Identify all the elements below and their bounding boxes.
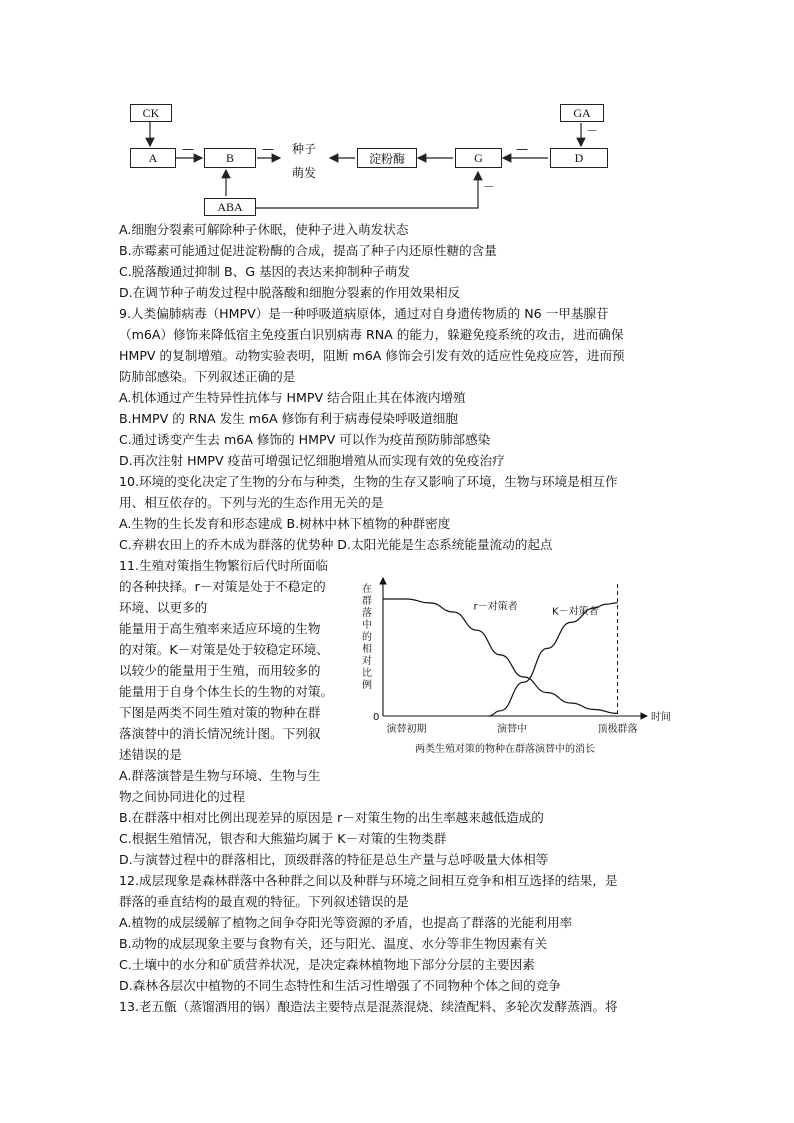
q10-stem-2: 用、相互依存的。下列与光的生态作用无关的是 bbox=[119, 495, 384, 510]
d-box: D bbox=[550, 148, 608, 168]
q11-stem-3: 环境、以更多的 bbox=[119, 600, 208, 615]
q12-option-d: D.森林各层次中植物的不同生态特性和生活习性增强了不同物种个体之间的竞争 bbox=[119, 978, 561, 993]
y-axis-label-char: 相 bbox=[362, 644, 372, 655]
q12-stem-1: 12.成层现象是森林群落中各种群之间以及种群与环境之间相互竞争和相互选择的结果，是 bbox=[119, 873, 618, 888]
q10-option-ab: A.生物的生长发育和形态建成 B.树林中林下植物的种群密度 bbox=[119, 516, 451, 531]
inhibit-sign-a-b: — bbox=[182, 142, 194, 156]
chart-caption: 两类生殖对策的物种在群落演替中的消长 bbox=[415, 744, 595, 755]
aba-box: ABA bbox=[204, 198, 256, 216]
inhibit-sign-b-germ: — bbox=[262, 142, 274, 156]
q8-option-a: A.细胞分裂素可解除种子休眠，使种子进入萌发状态 bbox=[119, 222, 409, 237]
q12-option-a: A.植物的成层缓解了植物之间争夺阳光等资源的矛盾，也提高了群落的光能利用率 bbox=[119, 915, 573, 930]
q9-stem-4: 防肺部感染。下列叙述正确的是 bbox=[119, 369, 296, 384]
x-tick-label: 演替中 bbox=[497, 724, 527, 735]
inhibit-sign-ga-d: － bbox=[586, 124, 599, 138]
amylase-box: 淀粉酶 bbox=[357, 148, 417, 168]
q9-option-c: C.通过诱变产生去 m6A 修饰的 HMPV 可以作为疫苗预防肺部感染 bbox=[119, 432, 491, 447]
q10-option-cd: C.弃耕农田上的乔木成为群落的优势种 D.太阳光能是生态系统能量流动的起点 bbox=[119, 537, 553, 552]
q11-stem-8: 下图是两类不同生殖对策的物种在群 bbox=[119, 705, 321, 720]
r-strategist-label: r－对策者 bbox=[473, 601, 518, 613]
germination-label-1: 种子 bbox=[292, 142, 317, 156]
q9-stem-3: HMPV 的复制增殖。动物实验表明，阻断 m6A 修饰会引发有效的适应性免疫应答，进而预 bbox=[119, 348, 625, 363]
q11-stem-10: 述错误的是 bbox=[119, 747, 182, 762]
q9-stem-1: 9.人类偏肺病毒（HMPV）是一种呼吸道病原体，通过对自身遗传物质的 N6 一甲基腺苷 bbox=[119, 306, 609, 321]
q11-stem-7: 能量用于自身个体生长的生物的对策。 bbox=[119, 684, 334, 699]
q12-stem-2: 群落的垂直结构的最直观的特征。下列叙述错误的是 bbox=[119, 894, 409, 909]
inhibit-sign-aba-g: － bbox=[483, 180, 496, 194]
q11-stem-5: 的对策。K－对策是处于较稳定环境、 bbox=[119, 642, 329, 657]
succession-chart bbox=[355, 572, 671, 768]
q11-stem-6: 以较少的能量用于生殖，而用较多的 bbox=[119, 663, 321, 678]
q11-stem-2: 的各种抉择。r－对策是处于不稳定的 bbox=[119, 579, 326, 594]
ga-box: GA bbox=[560, 104, 604, 122]
x-tick-label: 顶极群落 bbox=[597, 724, 638, 735]
q11-option-a-2: 物之间协同进化的过程 bbox=[119, 789, 245, 804]
succession-chart-svg bbox=[355, 572, 671, 768]
y-axis-label-char: 例 bbox=[362, 680, 372, 691]
q12-option-c: C.土壤中的水分和矿质营养状况，是决定森林植物地下部分分层的主要因素 bbox=[119, 957, 535, 972]
y-axis-label-char: 的 bbox=[362, 632, 372, 643]
q12-option-b: B.动物的成层现象主要与食物有关，还与阳光、温度、水分等非生物因素有关 bbox=[119, 936, 548, 951]
q10-stem-1: 10.环境的变化决定了生物的分布与种类，生物的生存又影响了环境，生物与环境是相互作 bbox=[119, 474, 618, 489]
g-box: G bbox=[455, 148, 502, 168]
y-axis-label-char: 对 bbox=[362, 656, 372, 667]
inhibit-sign-d-g: — bbox=[516, 142, 528, 156]
q11-option-a-1: A.群落演替是生物与环境、生物与生 bbox=[119, 768, 321, 783]
q11-option-c: C.根据生殖情况，银杏和大熊猫均属于 K－对策的生物类群 bbox=[119, 831, 447, 846]
y-axis-label-char: 中 bbox=[362, 620, 372, 631]
q9-option-d: D.再次注射 HMPV 疫苗可增强记忆细胞增殖从而实现有效的免疫治疗 bbox=[119, 453, 505, 468]
b-box: B bbox=[204, 148, 256, 168]
x-tick-label: 演替初期 bbox=[386, 724, 427, 735]
seed-germination-diagram bbox=[120, 102, 620, 214]
q13-stem-1: 13.老五甑（蒸馏酒用的锅）酿造法主要特点是混蒸混烧、续渣配料、多轮次发酵蒸酒。将 bbox=[119, 999, 618, 1014]
q11-stem-9: 落演替中的消长情况统计图。下列叙 bbox=[119, 726, 321, 741]
x-axis-label: 时间 bbox=[651, 712, 671, 723]
ck-box: CK bbox=[130, 104, 172, 122]
q8-option-d: D.在调节种子萌发过程中脱落酸和细胞分裂素的作用效果相反 bbox=[119, 285, 461, 300]
y-axis-label-char: 群 bbox=[362, 596, 372, 607]
q8-option-b: B.赤霉素可能通过促进淀粉酶的合成，提高了种子内还原性糖的含量 bbox=[119, 243, 497, 258]
a-box: A bbox=[130, 148, 176, 168]
q11-option-d: D.与演替过程中的群落相比，顶级群落的特征是总生产量与总呼吸量大体相等 bbox=[119, 852, 549, 867]
germination-label-2: 萌发 bbox=[292, 166, 317, 180]
q9-stem-2: （m6A）修饰来降低宿主免疫蛋白识别病毒 RNA 的能力，躲避免疫系统的攻击，进而确保 bbox=[119, 327, 624, 342]
q9-option-b: B.HMPV 的 RNA 发生 m6A 修饰有利于病毒侵染呼吸道细胞 bbox=[119, 411, 458, 426]
q11-stem-4: 能量用于高生殖率来适应环境的生物 bbox=[119, 621, 321, 636]
k-strategist-label: K－对策者 bbox=[552, 606, 599, 618]
y-axis-label-char: 落 bbox=[362, 608, 372, 619]
q9-option-a: A.机体通过产生特异性抗体与 HMPV 结合阻止其在体液内增殖 bbox=[119, 390, 466, 405]
q11-stem-1: 11.生殖对策指生物繁衍后代时所面临 bbox=[119, 558, 328, 573]
y-axis-label-char: 比 bbox=[362, 668, 372, 679]
q8-option-c: C.脱落酸通过抑制 B、G 基因的表达来抑制种子萌发 bbox=[119, 264, 411, 279]
origin-label: 0 bbox=[373, 712, 380, 723]
q11-option-b: B.在群落中相对比例出现差异的原因是 r－对策生物的出生率越来越低造成的 bbox=[119, 810, 544, 825]
y-axis-label-char: 在 bbox=[362, 584, 372, 595]
